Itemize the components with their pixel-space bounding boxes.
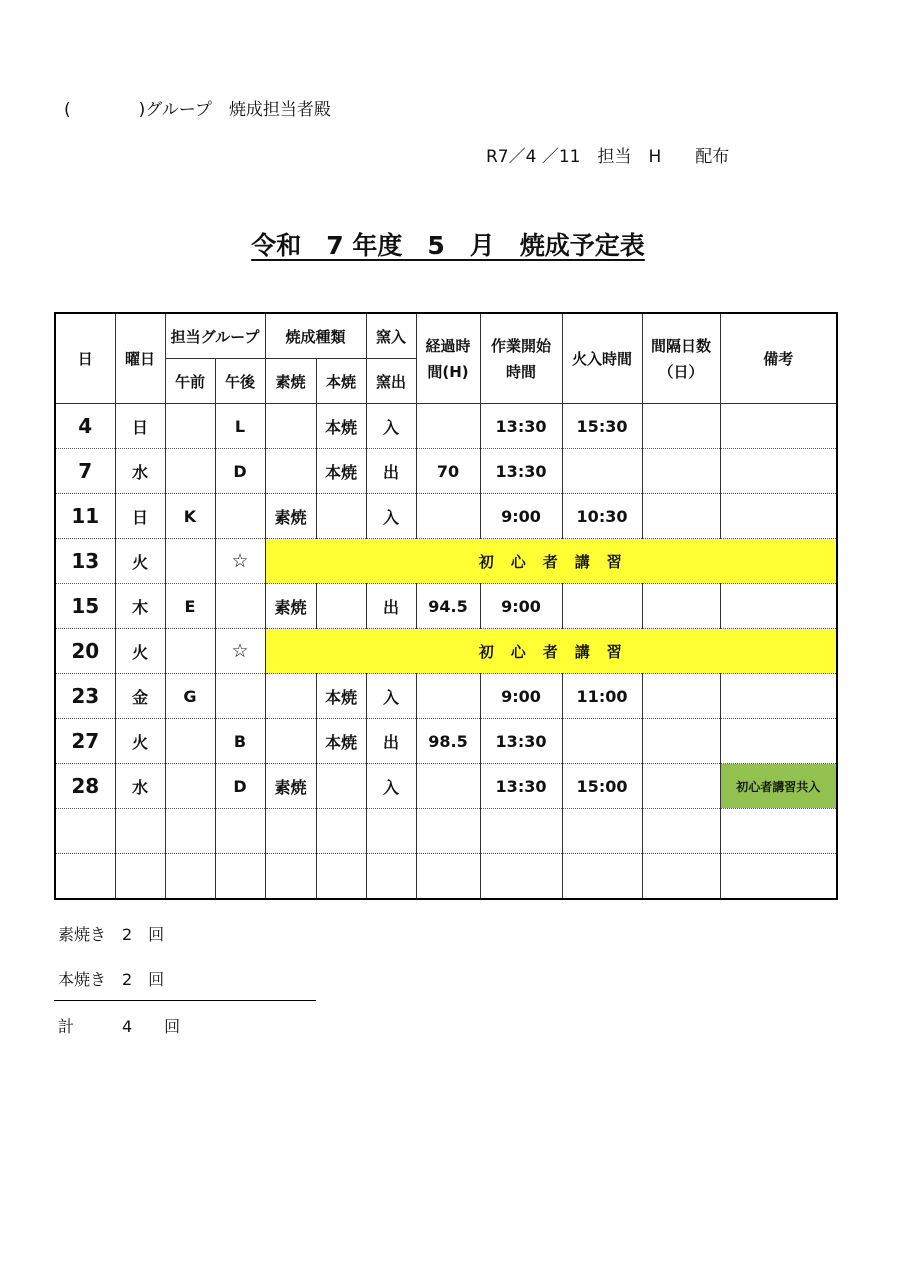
cell-elapsed: 94.5: [416, 584, 480, 629]
empty-cell: [115, 854, 165, 900]
cell-day: 11: [55, 494, 115, 539]
header-elapsed-line2: 間(H): [427, 362, 469, 381]
table-row: [55, 629, 837, 674]
cell-start: 13:30: [480, 404, 562, 449]
cell-am: [165, 719, 215, 764]
empty-cell: [366, 809, 416, 854]
cell-bisque: 素焼: [265, 764, 316, 809]
empty-cell: [642, 809, 720, 854]
cell-start: 9:00: [480, 674, 562, 719]
header-firing-type: 焼成種類: [265, 313, 366, 359]
cell-am: E: [165, 584, 215, 629]
cell-start: 9:00: [480, 494, 562, 539]
page-title: [0, 226, 896, 262]
cell-am: [165, 629, 215, 674]
empty-cell: [265, 854, 316, 900]
cell-weekday: 火: [115, 629, 165, 674]
cell-bisque: 素焼: [265, 584, 316, 629]
cell-interval: [642, 494, 720, 539]
cell-day: 20: [55, 629, 115, 674]
cell-pm: [215, 584, 265, 629]
cell-elapsed: 98.5: [416, 719, 480, 764]
cell-kiln: 入: [366, 674, 416, 719]
cell-elapsed: [416, 764, 480, 809]
cell-kiln: 入: [366, 764, 416, 809]
empty-row: [55, 809, 837, 854]
header-interval-line2: （日）: [658, 362, 704, 381]
empty-cell: [416, 854, 480, 900]
cell-fire: [562, 584, 642, 629]
cell-pm: D: [215, 449, 265, 494]
firing-schedule-table: [54, 312, 838, 900]
table-row: [55, 764, 837, 809]
empty-row: [55, 854, 837, 900]
empty-cell: [55, 809, 115, 854]
cell-remarks-highlight: 初心者講習共入: [720, 764, 837, 809]
cell-day: 7: [55, 449, 115, 494]
header-elapsed: [416, 313, 480, 404]
header-work-start: [480, 313, 562, 404]
table-row: [55, 539, 837, 584]
table-row: [55, 584, 837, 629]
cell-glaze: 本焼: [316, 719, 366, 764]
cell-fire: 15:00: [562, 764, 642, 809]
cell-interval: [642, 764, 720, 809]
cell-day: 23: [55, 674, 115, 719]
cell-pm: [215, 494, 265, 539]
cell-glaze: 本焼: [316, 674, 366, 719]
header-work-start-line2: 時間: [506, 362, 537, 381]
cell-am: K: [165, 494, 215, 539]
cell-kiln: 出: [366, 584, 416, 629]
empty-cell: [115, 809, 165, 854]
cell-glaze: [316, 494, 366, 539]
header-bisque: 素焼: [265, 359, 316, 404]
cell-bisque: 素焼: [265, 494, 316, 539]
cell-remarks: [720, 404, 837, 449]
cell-glaze: [316, 764, 366, 809]
table-row: [55, 404, 837, 449]
distribution-date-line: R7／4 ／11 担当 H 配布: [486, 147, 730, 167]
cell-interval: [642, 674, 720, 719]
cell-interval: [642, 584, 720, 629]
header-interval: [642, 313, 720, 404]
cell-bisque: [265, 674, 316, 719]
empty-cell: [366, 854, 416, 900]
cell-weekday: 日: [115, 404, 165, 449]
cell-elapsed: 70: [416, 449, 480, 494]
empty-cell: [480, 809, 562, 854]
cell-remarks: [720, 449, 837, 494]
beginner-class-banner: 初 心 者 講 習: [265, 629, 837, 674]
empty-cell: [316, 854, 366, 900]
star-icon: ☆: [215, 539, 265, 584]
cell-fire: 10:30: [562, 494, 642, 539]
cell-pm: L: [215, 404, 265, 449]
cell-am: [165, 539, 215, 584]
header-kiln-in: 窯入: [366, 313, 416, 359]
empty-cell: [720, 809, 837, 854]
cell-remarks: [720, 719, 837, 764]
cell-start: 13:30: [480, 719, 562, 764]
cell-bisque: [265, 404, 316, 449]
cell-kiln: 入: [366, 404, 416, 449]
cell-am: [165, 449, 215, 494]
cell-pm: B: [215, 719, 265, 764]
star-icon: ☆: [215, 629, 265, 674]
cell-weekday: 火: [115, 539, 165, 584]
empty-cell: [642, 854, 720, 900]
summary-glaze-count: 本焼き 2 回: [58, 970, 165, 989]
cell-elapsed: [416, 404, 480, 449]
empty-cell: [562, 809, 642, 854]
table-row: [55, 719, 837, 764]
page-title-text: 令和 7 年度 5 月 焼成予定表: [251, 231, 645, 260]
cell-weekday: 金: [115, 674, 165, 719]
cell-am: [165, 404, 215, 449]
empty-cell: [215, 854, 265, 900]
empty-cell: [480, 854, 562, 900]
cell-kiln: 入: [366, 494, 416, 539]
cell-bisque: [265, 449, 316, 494]
cell-day: 28: [55, 764, 115, 809]
cell-bisque: [265, 719, 316, 764]
cell-day: 13: [55, 539, 115, 584]
cell-weekday: 木: [115, 584, 165, 629]
summary-divider: [54, 1000, 316, 1001]
cell-day: 27: [55, 719, 115, 764]
cell-remarks: [720, 494, 837, 539]
cell-day: 4: [55, 404, 115, 449]
cell-kiln: 出: [366, 719, 416, 764]
cell-start: 13:30: [480, 764, 562, 809]
cell-interval: [642, 449, 720, 494]
cell-start: 13:30: [480, 449, 562, 494]
cell-glaze: [316, 584, 366, 629]
header-remarks: 備考: [720, 313, 837, 404]
cell-interval: [642, 404, 720, 449]
empty-cell: [720, 854, 837, 900]
empty-cell: [562, 854, 642, 900]
cell-fire: 11:00: [562, 674, 642, 719]
header-work-start-line1: 作業開始: [491, 336, 552, 355]
summary-total-count: 計 4 回: [58, 1017, 181, 1036]
cell-am: G: [165, 674, 215, 719]
header-fire-time: 火入時間: [562, 313, 642, 404]
cell-day: 15: [55, 584, 115, 629]
cell-glaze: 本焼: [316, 404, 366, 449]
header-kiln-out: 窯出: [366, 359, 416, 404]
header-am: 午前: [165, 359, 215, 404]
empty-cell: [165, 854, 215, 900]
cell-remarks: [720, 584, 837, 629]
cell-fire: [562, 719, 642, 764]
table-row: [55, 494, 837, 539]
cell-remarks: [720, 674, 837, 719]
beginner-class-banner: 初 心 者 講 習: [265, 539, 837, 584]
cell-weekday: 日: [115, 494, 165, 539]
empty-cell: [265, 809, 316, 854]
cell-pm: [215, 674, 265, 719]
cell-fire: [562, 449, 642, 494]
cell-elapsed: [416, 494, 480, 539]
cell-fire: 15:30: [562, 404, 642, 449]
header-glaze: 本焼: [316, 359, 366, 404]
cell-pm: D: [215, 764, 265, 809]
table-row: [55, 674, 837, 719]
summary-bisque-count: 素焼き 2 回: [58, 925, 165, 944]
empty-cell: [55, 854, 115, 900]
cell-start: 9:00: [480, 584, 562, 629]
header-interval-line1: 間隔日数: [651, 336, 712, 355]
empty-cell: [416, 809, 480, 854]
cell-kiln: 出: [366, 449, 416, 494]
cell-weekday: 水: [115, 449, 165, 494]
cell-interval: [642, 719, 720, 764]
header-elapsed-line1: 経過時: [425, 336, 471, 355]
empty-cell: [316, 809, 366, 854]
cell-weekday: 火: [115, 719, 165, 764]
cell-elapsed: [416, 674, 480, 719]
header-weekday: 曜日: [115, 313, 165, 404]
header-group: 担当グループ: [165, 313, 265, 359]
cell-am: [165, 764, 215, 809]
table-row: [55, 449, 837, 494]
cell-glaze: 本焼: [316, 449, 366, 494]
header-pm: 午後: [215, 359, 265, 404]
cell-weekday: 水: [115, 764, 165, 809]
empty-cell: [215, 809, 265, 854]
addressee-line: ( )グループ 焼成担当者殿: [64, 100, 331, 120]
header-day: 日: [55, 313, 115, 404]
empty-cell: [165, 809, 215, 854]
